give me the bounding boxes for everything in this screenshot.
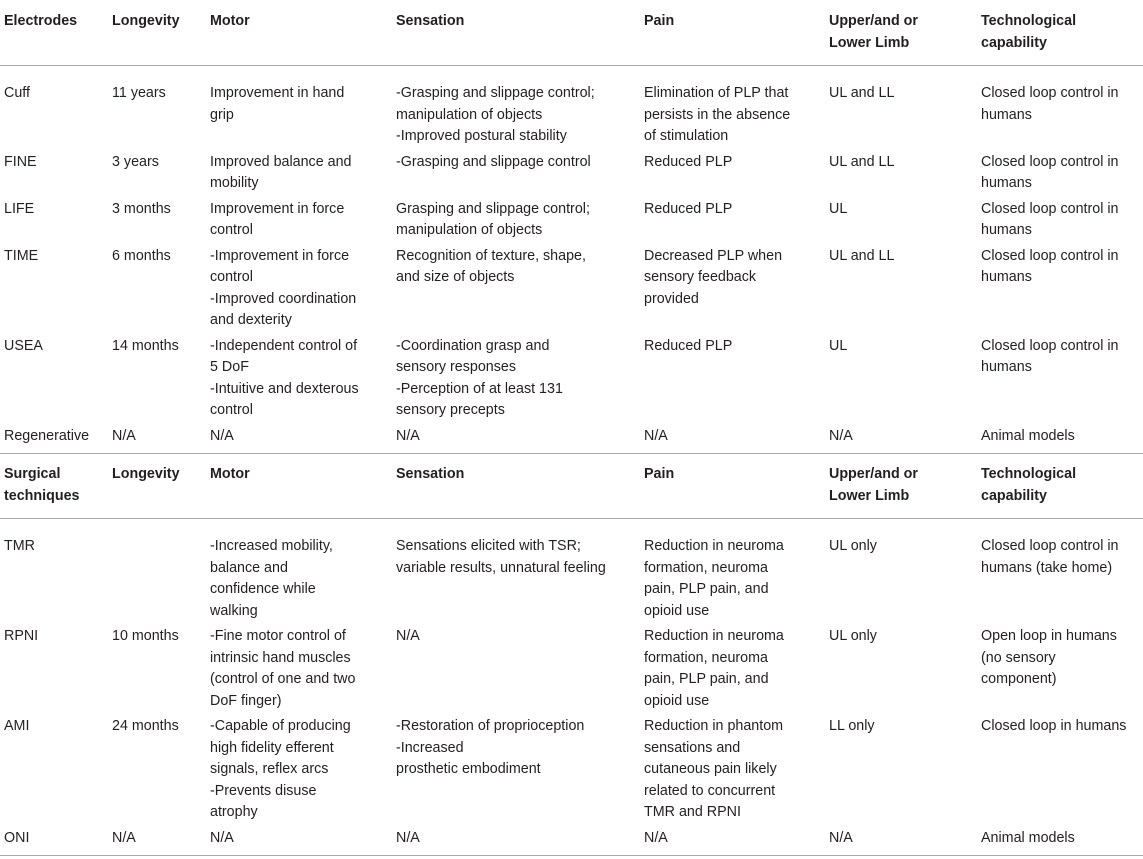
table-cell: 10 months xyxy=(112,628,179,644)
table-cell: Reduced PLP xyxy=(644,337,733,354)
header-cell: Upper/and or Lower Limb xyxy=(829,13,918,51)
table-cell: UL and LL xyxy=(829,153,895,170)
table-cell: N/A xyxy=(644,829,668,846)
table-row xyxy=(0,716,1143,828)
table-cell: ONI xyxy=(4,829,30,846)
table-cell: Closed loop control in humans (take home) xyxy=(981,538,1119,576)
table-cell: Animal models xyxy=(981,829,1075,846)
table-cell: Improvement in force control xyxy=(210,200,345,238)
table-cell: UL only xyxy=(829,628,877,644)
table-cell: N/A xyxy=(210,427,234,444)
table-cell: UL and LL xyxy=(829,85,895,101)
header-cell: Sensation xyxy=(396,466,465,482)
table-cell: UL only xyxy=(829,538,877,554)
table-cell: Reduced PLP xyxy=(644,153,733,170)
table-cell: N/A xyxy=(396,829,420,846)
table-cell: Decreased PLP when sensory feedback provided xyxy=(644,247,783,307)
table-row xyxy=(0,626,1143,716)
table-cell: 3 months xyxy=(112,200,171,217)
header-cell: Surgical techniques xyxy=(4,466,80,504)
table-cell: Closed loop control in humans xyxy=(981,200,1119,238)
table-cell: Reduction in neuroma formation, neuroma pain, PLP pain, and opioid use xyxy=(644,628,784,709)
table-cell: Improvement in hand grip xyxy=(210,85,345,123)
table-cell: -Independent control of 5 DoF -Intuitive and dexterous control xyxy=(210,337,359,418)
table-row xyxy=(0,199,1143,246)
table-cell: 3 years xyxy=(112,153,159,170)
header-cell: Motor xyxy=(210,13,250,29)
table-cell: N/A xyxy=(210,829,234,846)
table-cell: N/A xyxy=(829,829,853,846)
header-cell: Motor xyxy=(210,466,250,482)
table-cell xyxy=(108,519,206,627)
table-cell: Sensations elicited with TSR; variable results, unnatural feeling xyxy=(396,538,606,576)
table-cell: Closed loop in humans xyxy=(981,718,1127,734)
table-cell: FINE xyxy=(4,153,37,170)
table-cell: TMR xyxy=(4,538,35,554)
header-cell: Pain xyxy=(644,466,675,482)
table-cell: AMI xyxy=(4,718,30,734)
table-cell: USEA xyxy=(4,337,43,354)
table-cell: UL xyxy=(829,200,848,217)
table-cell: N/A xyxy=(396,628,420,644)
table-cell: Open loop in humans (no sensory component) xyxy=(981,628,1117,687)
table-row xyxy=(0,426,1143,454)
surgical-section xyxy=(0,454,1143,856)
table-cell: 14 months xyxy=(112,337,179,354)
header-cell: Technological capability xyxy=(981,466,1077,504)
table-cell: Closed loop control in humans xyxy=(981,85,1119,123)
table-cell: -Improvement in force control -Improved coordination and dexterity xyxy=(210,247,357,328)
table-row xyxy=(0,246,1143,336)
table-row xyxy=(0,152,1143,199)
table-cell: N/A xyxy=(829,427,853,444)
table-cell: -Fine motor control of intrinsic hand muscles (control of one and two DoF finger) xyxy=(210,628,356,709)
table-cell: Closed loop control in humans xyxy=(981,153,1119,191)
header-cell: Longevity xyxy=(112,466,180,482)
table-cell: Grasping and slippage control; manipulation of objects xyxy=(396,200,590,238)
table-row xyxy=(0,66,1143,152)
table-cell: N/A xyxy=(644,427,668,444)
table-cell: Reduction in neuroma formation, neuroma pain, PLP pain, and opioid use xyxy=(644,538,784,619)
table-row xyxy=(0,828,1143,856)
header-cell: Pain xyxy=(644,13,675,29)
table-cell: Animal models xyxy=(981,427,1075,444)
surgical-header-row xyxy=(0,454,1143,519)
table-cell: UL xyxy=(829,337,848,354)
table-cell: UL and LL xyxy=(829,247,895,264)
table-cell: -Grasping and slippage control; manipulation of objects -Improved postural stability xyxy=(396,85,595,144)
table-cell: Reduced PLP xyxy=(644,200,733,217)
table-cell: N/A xyxy=(112,829,136,846)
table-cell: Cuff xyxy=(4,85,30,101)
table-cell: N/A xyxy=(396,427,420,444)
table-cell: TIME xyxy=(4,247,39,264)
table-cell: -Coordination grasp and sensory responses -Perception of at least 131 sensory precepts xyxy=(396,337,563,418)
table-cell: Improved balance and mobility xyxy=(210,153,352,191)
table-row xyxy=(0,519,1143,627)
table-cell: Regenerative xyxy=(4,427,90,444)
electrodes-header-row xyxy=(0,0,1143,66)
table-cell: Elimination of PLP that persists in the absence of stimulation xyxy=(644,85,791,144)
table-cell: Closed loop control in humans xyxy=(981,247,1119,285)
table-cell: -Grasping and slippage control xyxy=(396,153,591,170)
header-cell: Technological capability xyxy=(981,13,1077,51)
table-cell: Reduction in phantom sensations and cutaneous pain likely related to concurrent TMR and RPNI xyxy=(644,718,784,820)
table-cell: LIFE xyxy=(4,200,35,217)
table-cell: LL only xyxy=(829,718,875,734)
table-row xyxy=(0,336,1143,426)
table-cell: RPNI xyxy=(4,628,39,644)
table-cell: -Increased mobility, balance and confidence while walking xyxy=(210,538,333,619)
table-cell: Closed loop control in humans xyxy=(981,337,1119,375)
header-cell: Electrodes xyxy=(4,13,78,29)
table-cell: -Restoration of proprioception -Increased prosthetic embodiment xyxy=(396,718,585,777)
header-cell: Upper/and or Lower Limb xyxy=(829,466,918,504)
table-cell: Recognition of texture, shape, and size of objects xyxy=(396,247,586,285)
table-cell: 11 years xyxy=(112,85,166,101)
table-cell: 6 months xyxy=(112,247,171,264)
table-cell: N/A xyxy=(112,427,136,444)
header-cell: Sensation xyxy=(396,13,465,29)
header-cell: Longevity xyxy=(112,13,180,29)
table-cell: -Capable of producing high fidelity efferent signals, reflex arcs -Prevents disuse atrophy xyxy=(210,718,351,820)
table-cell: 24 months xyxy=(112,718,179,734)
